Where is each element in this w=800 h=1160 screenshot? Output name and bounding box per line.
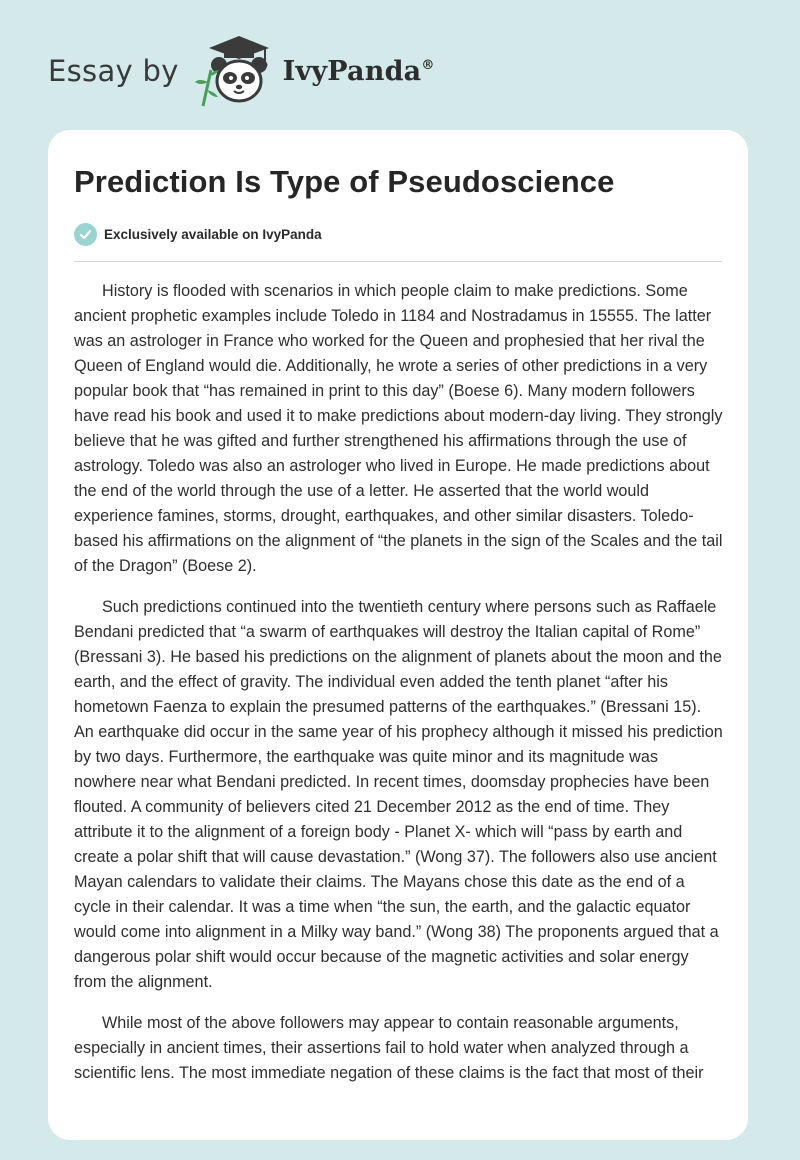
essay-by-label: Essay by (48, 54, 179, 88)
exclusive-badge (74, 222, 322, 246)
site-header (48, 34, 508, 108)
brand-name[interactable]: IvyPanda® (282, 55, 435, 87)
panda-graduate-icon[interactable] (193, 34, 277, 108)
registered-mark: ® (421, 57, 435, 73)
essay-body (74, 279, 724, 1102)
check-icon (74, 223, 97, 246)
essay-title: Prediction Is Type of Pseudoscience (74, 164, 615, 199)
essay-paragraph: While most of the above followers may appear to contain reasonable arguments, especially in ancient times, their assertions fail to hold water when analyzed through a scientific lens. The most immediate negation of these claims is the fact that most of their (74, 1014, 704, 1082)
essay-card (48, 130, 748, 1140)
exclusive-badge-label: Exclusively available on IvyPanda (104, 226, 322, 242)
divider (74, 261, 722, 262)
essay-paragraph: Such predictions continued into the twentieth century where persons such as Raffaele Bendani predicted that “a swarm of earthquakes will destroy the Italian capital of Rome” (Bressani 3). He based his predictions on the alignment of planets about the moon and the earth, and the effect of gravity. The individual even added the tenth planet “after his hometown Faenza to explain the presumed patterns of the earthquakes.” (Bressani 15). An earthquake did occur in the same year of his prophecy although it missed his prediction by two days. Furthermore, the earthquake was quite minor and its magnitude was nowhere near what Bendani predicted. In recent times, doomsday prophecies have been flouted. A community of believers cited 21 December 2012 as the end of time. They attribute it to the alignment of a foreign body - Planet X- which will “pass by earth and create a polar shift that will cause devastation.” (Wong 37). The followers also use ancient Mayan calendars to validate their claims. The Mayans chose this date as the end of a cycle in their calendar. It was a time when “the sun, the earth, and the galactic equator would come into alignment in a Milky way band.” (Wong 38) The proponents argued that a dangerous polar shift would occur because of the magnetic activities and solar energy from the alignment. (74, 598, 723, 991)
essay-paragraph: History is flooded with scenarios in which people claim to make predictions. Some ancient prophetic examples include Toledo in 1184 and Nostradamus in 15555. The latter was an astrologer in France who worked for the Queen and prophesied that her rival the Queen of England would die. Additionally, he wrote a series of other predictions in a very popular book that “has remained in print to this day” (Boese 6). Many modern followers have read his book and used it to make predictions about modern-day living. They strongly believe that he was gifted and further strengthened his affirmations through the use of astrology. Toledo was also an astrologer who lived in Europe. He made predictions about the end of the world through the use of a letter. He asserted that the world would experience famines, storms, drought, earthquakes, and other similar disasters. Toledo-based his affirmations on the alignment of “the planets in the sign of the Scales and the tail of the Dragon” (Boese 2). (74, 282, 723, 575)
